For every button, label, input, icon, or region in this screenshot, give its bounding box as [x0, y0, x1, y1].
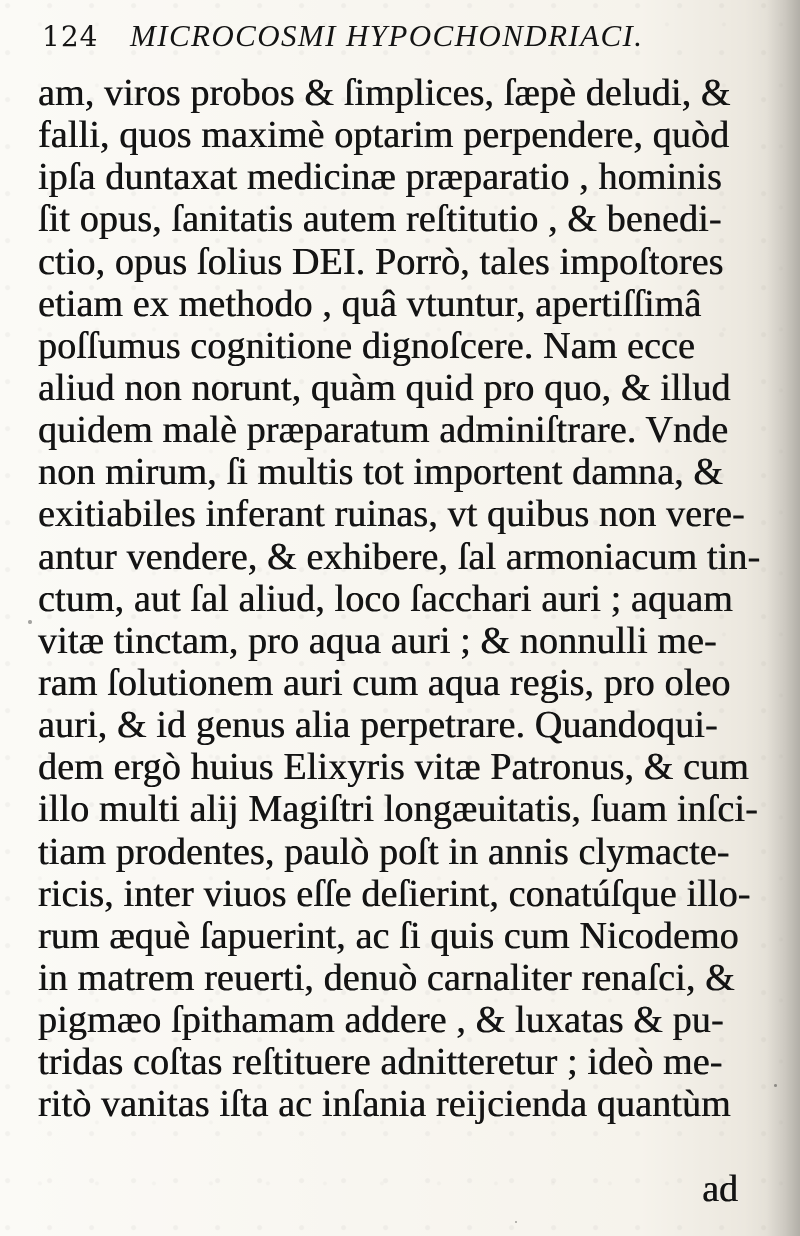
text-line: aliud non norunt, quàm quid pro quo, & illud — [38, 366, 731, 409]
text-line: auri, & id genus alia perpetrare. Quandoqui- — [38, 704, 718, 747]
paper-speck — [28, 620, 32, 624]
running-head: MICROCOSMI HYPOCHONDRIACI. — [130, 18, 644, 53]
paper-speck — [515, 1221, 517, 1223]
catchword: ad — [702, 1168, 738, 1210]
text-line: ctum, aut ſal aliud, loco ſacchari auri ; aquam — [38, 577, 734, 620]
text-line: ſit opus, ſanitatis autem reſtitutio , & benedi- — [38, 198, 722, 241]
text-line: dem ergò huius Elixyris vitæ Patronus, & cum — [38, 746, 749, 789]
page-header — [42, 10, 722, 58]
text-line: am, viros probos & ſimplices, ſæpè deludi, & — [38, 72, 731, 114]
text-line: tiam prodentes, paulò poſt in annis clymacte- — [38, 830, 730, 873]
page-edge-shadow — [766, 0, 800, 1236]
body-text — [38, 72, 766, 1126]
text-line: vitæ tinctam, pro aqua auri ; & nonnulli me- — [38, 619, 717, 662]
text-line: exitiabiles inferant ruinas, vt quibus non vere- — [38, 493, 745, 536]
text-line: ram ſolutionem auri cum aqua regis, pro oleo — [38, 661, 731, 704]
page-number: 124 — [42, 20, 99, 53]
text-line: poſſumus cognitione dignoſcere. Nam ecce — [38, 324, 696, 367]
text-line: tridas coſtas reſtituere adnitteretur ; ideò me- — [38, 1041, 723, 1084]
paper-speck — [774, 1084, 777, 1087]
text-line: non mirum, ſi multis tot importent damna, & — [38, 451, 724, 494]
text-line: in matrem reuerti, denuò carnaliter renaſci, & — [38, 956, 735, 999]
text-line: rum æquè ſapuerint, ac ſi quis cum Nicodemo — [38, 914, 739, 957]
text-line: etiam ex methodo , quâ vtuntur, apertiſſimâ — [38, 282, 702, 325]
text-line: illo multi alij Magiſtri longæuitatis, ſuam inſci- — [38, 788, 758, 831]
text-line: ipſa duntaxat medicinæ præparatio , hominis — [38, 156, 722, 199]
text-line: quidem malè præparatum adminiſtrare. Vnde — [38, 409, 729, 452]
text-line: falli, quos maximè optarim perpendere, quòd — [38, 114, 730, 157]
text-line: ricis, inter viuos eſſe deſierint, conatúſque illo- — [38, 872, 751, 915]
text-line: ritò vanitas iſta ac inſania reijcienda quantùm — [38, 1083, 731, 1126]
text-line: ctio, opus ſolius DEI. Porrò, tales impoſtores — [38, 240, 724, 283]
text-line: antur vendere, & exhibere, ſal armoniacum tin- — [38, 535, 761, 578]
text-line: pigmæo ſpithamam addere , & luxatas & pu- — [38, 999, 724, 1042]
